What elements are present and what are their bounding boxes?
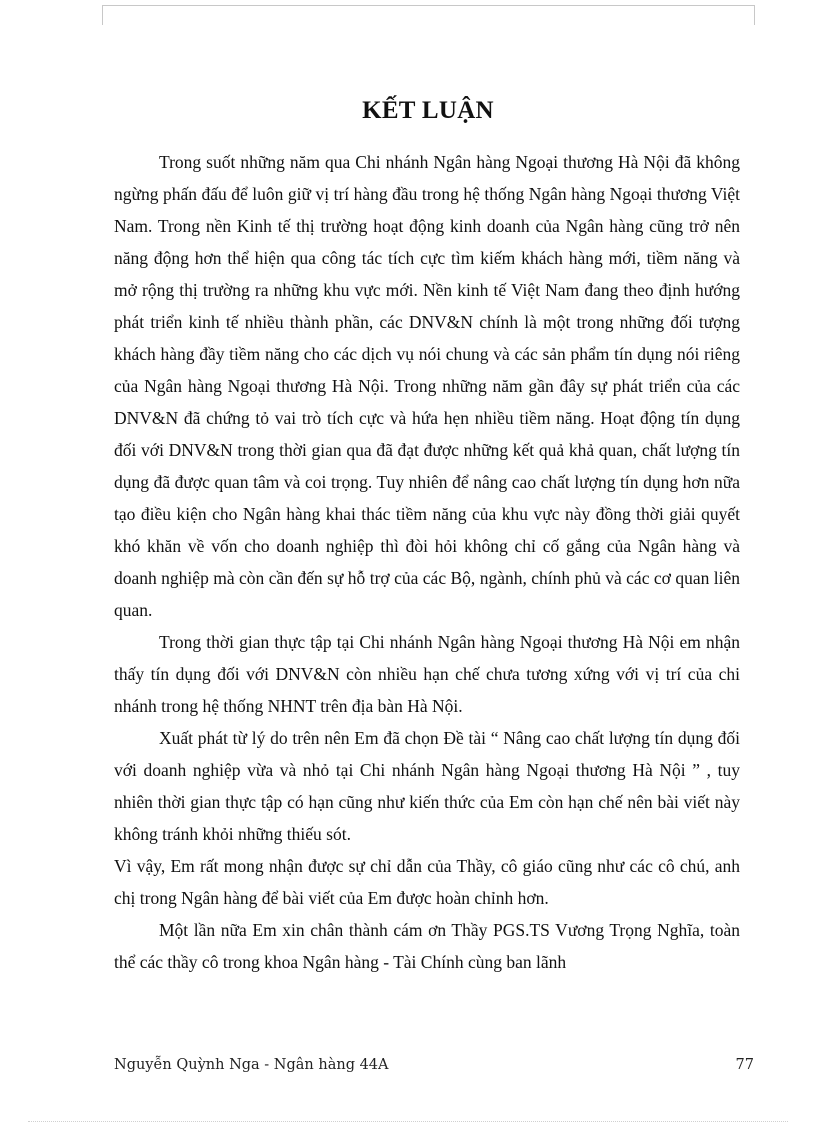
paragraph-4: Vì vậy, Em rất mong nhận được sự chỉ dẫn của Thầy, cô giáo cũng như các cô chú, anh chị trong Ngân hàng để bài viết của Em được hoàn chỉnh hơn. bbox=[114, 856, 740, 908]
page-frame-top-border bbox=[102, 5, 754, 6]
page-footer bbox=[114, 1057, 754, 1077]
document-body bbox=[114, 146, 740, 978]
paragraph-3: Xuất phát từ lý do trên nên Em đã chọn Đề tài “ Nâng cao chất lượng tín dụng đối với doanh nghiệp vừa và nhỏ tại Chi nhánh Ngân hàng Ngoại thương Hà Nội ” , tuy nhiên thời gian thực tập có hạn cũng như kiến thức của Em còn hạn chế nên bài viết này không tránh khỏi những thiếu sót. bbox=[114, 728, 740, 844]
document-title: KẾT LUẬN bbox=[362, 97, 494, 124]
footer-author: Nguyễn Quỳnh Nga - Ngân hàng 44A bbox=[114, 1057, 389, 1073]
page-frame-left-border bbox=[102, 5, 103, 25]
paragraph-5: Một lần nữa Em xin chân thành cám ơn Thầy PGS.TS Vương Trọng Nghĩa, toàn thể các thầy cô trong khoa Ngân hàng - Tài Chính cùng ban lãnh bbox=[114, 920, 740, 972]
page-number: 77 bbox=[735, 1057, 754, 1073]
paragraph-1: Trong suốt những năm qua Chi nhánh Ngân hàng Ngoại thương Hà Nội đã không ngừng phấn đấu để luôn giữ vị trí hàng đầu trong hệ thống Ngân hàng Ngoại thương Việt Nam. Trong nền Kinh tế thị trường hoạt động kinh doanh của Ngân hàng cũng trở nên năng động hơn thể hiện qua công tác tích cực tìm kiếm khách hàng mới, tiềm năng và mở rộng thị trường ra những khu vực mới. Nền kinh tế Việt Nam đang theo định hướng phát triển kinh tế nhiều thành phần, các DNV&N chính là một trong những đối tượng khách hàng đầy tiềm năng cho các dịch vụ nói chung và các sản phẩm tín dụng nói riêng của Ngân hàng Ngoại thương Hà Nội. Trong những năm gần đây sự phát triển của các DNV&N đã chứng tỏ vai trò tích cực và hứa hẹn nhiều tiềm năng. Hoạt động tín dụng đối với DNV&N trong thời gian qua đã đạt được những kết quả khả quan, chất lượng tín dụng đã được quan tâm và coi trọng. Tuy nhiên để nâng cao chất lượng tín dụng hơn nữa tạo điều kiện cho Ngân hàng khai thác tiềm năng của khu vực này đồng thời giải quyết khó khăn về vốn cho doanh nghiệp thì đòi hỏi không chỉ cố gắng của Ngân hàng và doanh nghiệp mà còn cần đến sự hỗ trợ của các Bộ, ngành, chính phủ và các cơ quan liên quan. bbox=[114, 152, 740, 620]
paragraph-2: Trong thời gian thực tập tại Chi nhánh Ngân hàng Ngoại thương Hà Nội em nhận thấy tín dụng đối với DNV&N còn nhiều hạn chế chưa tương xứng với vị trí của chi nhánh trong hệ thống NHNT trên địa bàn Hà Nội. bbox=[114, 632, 740, 716]
bottom-dotted-divider bbox=[28, 1121, 788, 1122]
page-frame-right-border bbox=[754, 5, 755, 25]
